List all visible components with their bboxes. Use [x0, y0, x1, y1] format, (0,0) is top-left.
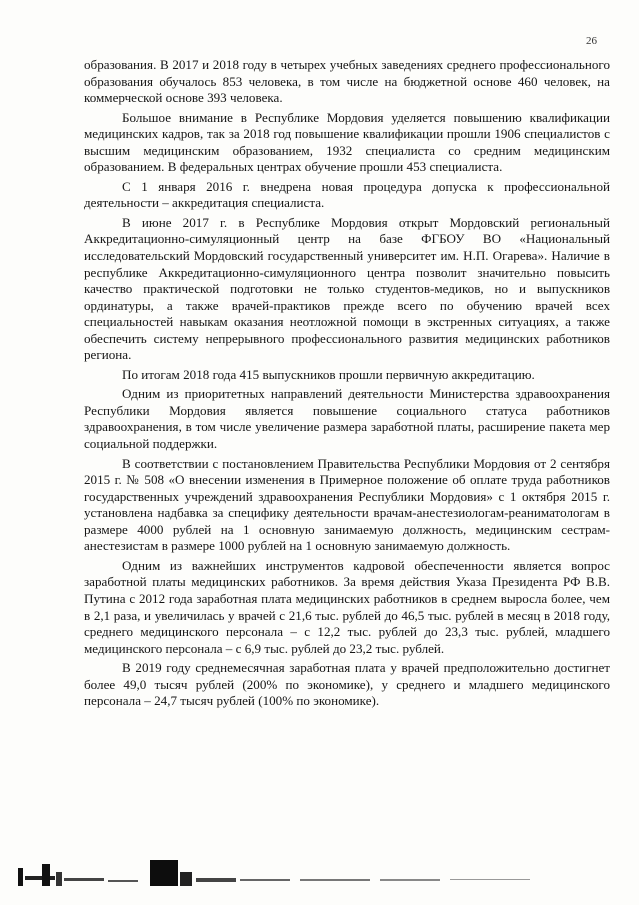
paragraph-simulation-center: В июне 2017 г. в Республике Мордовия открыт Мордовский региональный Аккредитационно-симуляционный центр на базе ФГБОУ ВО «Национальный исследовательский Мордовский государственный университет им. Н.П. Огарева». Наличие в республике Аккредитационно-симуляционного центра позволит значительно повысить качество практической подготовки не только студентов-медиков, но и выпускников ординатуры, а также врачей-практиков прежде всего по обучению врачей всех специальностей навыкам оказания неотложной помощи в экстренных ситуациях, а также обеспечить систему непрерывного профессионального развития медицинских работников региона.: [84, 214, 610, 363]
body-text: [84, 57, 610, 710]
paragraph-qualification: Большое внимание в Республике Мордовия уделяется повышению квалификации медицинских кадров, так за 2018 год повышение квалификации прошли 1906 специалистов с высшим медицинским образованием, 1932 специалиста со средним медицинским образованием. В федеральных центрах обучение прошли 453 специалиста.: [84, 109, 610, 175]
scan-artifact: [0, 848, 639, 905]
paragraph-accreditation-procedure: С 1 января 2016 г. внедрена новая процедура допуска к профессиональной деятельности – аккредитация специалиста.: [84, 178, 610, 211]
page-number: 26: [586, 35, 597, 47]
paragraph-salary-growth: Одним из важнейших инструментов кадровой обеспеченности является вопрос заработной платы медицинских работников. За время действия Указа Президента РФ В.В. Путина с 2012 года заработная плата медицинских работников в среднем выросла более, чем в 2,1 раза, и увеличилась у врачей с 21,6 тыс. рублей до 46,5 тыс. рублей в месяц в 2018 году, среднего медицинского персонала – с 12,2 тыс. рублей до 23,3 тыс. рублей, младшего медицинского персонала – с 6,9 тыс. рублей до 23,2 тыс. рублей.: [84, 557, 610, 656]
paragraph-resolution-508: В соответствии с постановлением Правительства Республики Мордовия от 2 сентября 2015 г. № 508 «О внесении изменения в Примерное положение об оплате труда работников государственных учреждений здравоохранения Республики Мордовия» с 1 октября 2015 г. установлена надбавка за специфику деятельности врачам-анестезиологам-реаниматологам в размере 4000 рублей на 1 основную занимаемую должность, медицинским сестрам-анестезистам в размере 1000 рублей на 1 основную занимаемую должность.: [84, 455, 610, 554]
paragraph-social-status: Одним из приоритетных направлений деятельности Министерства здравоохранения Республики Мордовия является повышение социального статуса работников здравоохранения, в том числе увеличение размера заработной платы, расширение пакета мер социальной поддержки.: [84, 386, 610, 452]
paragraph-education-continuation: образования. В 2017 и 2018 году в четырех учебных заведениях среднего профессионального образования обучалось 853 человека, в том числе на бюджетной основе 460 человек, на коммерческой основе 393 человека.: [84, 57, 610, 106]
paragraph-salary-forecast-2019: В 2019 году среднемесячная заработная плата у врачей предположительно достигнет более 49,0 тысяч рублей (200% по экономике), у среднего и младшего медицинского персонала – 24,7 тысяч рублей (100% по экономике).: [84, 660, 610, 709]
paragraph-accreditation-results: По итогам 2018 года 415 выпускников прошли первичную аккредитацию.: [122, 366, 535, 382]
